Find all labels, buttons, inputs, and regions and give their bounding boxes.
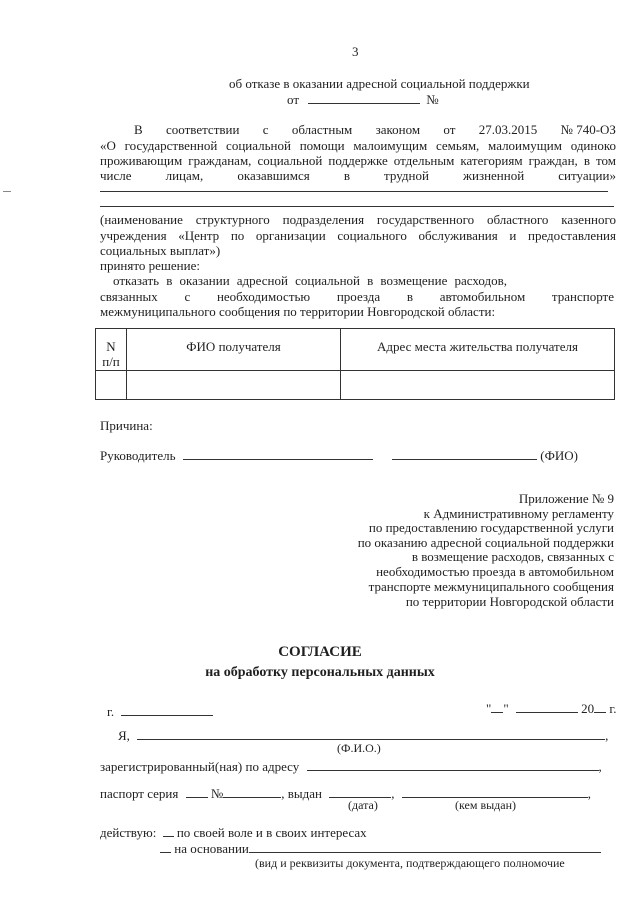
signature-line: [100, 447, 578, 464]
city-blank: [121, 703, 213, 716]
city-line: г.: [107, 703, 213, 720]
basis-blank: [249, 840, 601, 853]
column-header-number: N п/п: [96, 329, 127, 371]
refusal-line-2: связанных с необходимостью проезда в автомобильном транспорте: [100, 289, 614, 304]
date-blank: [308, 91, 420, 104]
signature-blank: [183, 447, 373, 460]
basis-checkbox-blank: [160, 840, 171, 853]
year-blank: [594, 700, 606, 713]
number-label: №: [426, 92, 439, 107]
acting-line: действую: по своей воле и в своих интересах: [100, 825, 367, 840]
intro-line-2: «О государственной социальной помощи малоимущим семьям, малоимущим одиноко: [100, 138, 616, 153]
decision-date-line: [287, 91, 439, 108]
basis-line: на основании: [160, 840, 601, 857]
appendix-line: Приложение № 9: [518, 491, 614, 506]
recipients-table: [95, 328, 615, 400]
table-row: [96, 371, 615, 400]
column-header-name: ФИО получателя: [127, 329, 341, 371]
fio-full-blank: [137, 727, 605, 740]
column-header-address: Адрес места жительства получателя: [341, 329, 615, 371]
intro-line-4: числе лицам, оказавшимся в трудной жизненной ситуации»: [100, 168, 616, 183]
address-blank: [307, 758, 599, 771]
unit-note-line-2: учреждения «Центр по организации социального обслуживания и предоставления: [100, 228, 616, 243]
basis-caption: (вид и реквизиты документа, подтверждающего полномочие: [255, 856, 565, 870]
fio-blank: [392, 447, 537, 460]
table-cell: [96, 371, 127, 400]
date-caption: (дата): [348, 798, 378, 812]
fio-label: (ФИО): [540, 448, 578, 463]
head-label: Руководитель: [100, 448, 176, 463]
appendix-line: по территории Новгородской области: [405, 594, 614, 609]
appendix-line: к Административному регламенту: [423, 506, 614, 521]
page-number: 3: [352, 44, 359, 59]
table-header-row: [96, 329, 615, 371]
decision-title: об отказе в оказании адресной социальной поддержки: [229, 76, 530, 91]
table-cell: [127, 371, 341, 400]
refusal-line-3: межмуниципального сообщения по территории Новгородской области:: [100, 304, 496, 319]
appendix-line: по предоставлению государственной услуги: [368, 520, 614, 535]
passport-line: паспорт серия № , выдан , ,: [100, 786, 591, 801]
consent-date-line: " " 20 г.: [486, 701, 617, 716]
intro-line-1: В соответствии с областным законом от 27.03.2015 № 740-ОЗ: [134, 122, 616, 137]
fio-caption: (Ф.И.О.): [337, 741, 381, 755]
consent-subtitle: на обработку персональных данных: [205, 665, 435, 680]
appendix-line: необходимостью проезда в автомобильном: [376, 564, 614, 579]
passport-number-blank: [223, 785, 281, 798]
own-will-checkbox-blank: [163, 824, 174, 837]
day-blank: [491, 700, 503, 713]
registered-line: зарегистрированный(ная) по адресу ,: [100, 759, 602, 774]
month-blank: [516, 700, 578, 713]
consent-title: СОГЛАСИЕ: [278, 644, 362, 660]
appendix-line: транспорте межмуниципального сообщения: [368, 579, 614, 594]
decision-label: принято решение:: [100, 258, 200, 273]
issuer-caption: (кем выдан): [455, 798, 517, 812]
refusal-line-1: отказать в оказании адресной социальной в возмещение расходов,: [113, 273, 507, 288]
from-label: от: [287, 92, 300, 107]
appendix-line: в возмещение расходов, связанных с: [411, 549, 614, 564]
appendix-line: по оказанию адресной социальной поддержки: [357, 535, 614, 550]
fill-line-2: [100, 206, 614, 207]
series-blank: [186, 785, 208, 798]
fill-line-1: [100, 191, 608, 192]
scan-margin-mark: [3, 191, 11, 192]
table-cell: [341, 371, 615, 400]
i-line: Я, ,: [118, 728, 609, 743]
unit-note-line-1: (наименование структурного подразделения государственного областного казенного: [100, 212, 616, 227]
intro-line-3: проживающим гражданам, социальной поддержке отдельным категориям граждан, в том: [100, 153, 616, 168]
reason-label-text: Причина:: [100, 418, 153, 433]
unit-note-line-3: социальных выплат»): [100, 243, 221, 258]
